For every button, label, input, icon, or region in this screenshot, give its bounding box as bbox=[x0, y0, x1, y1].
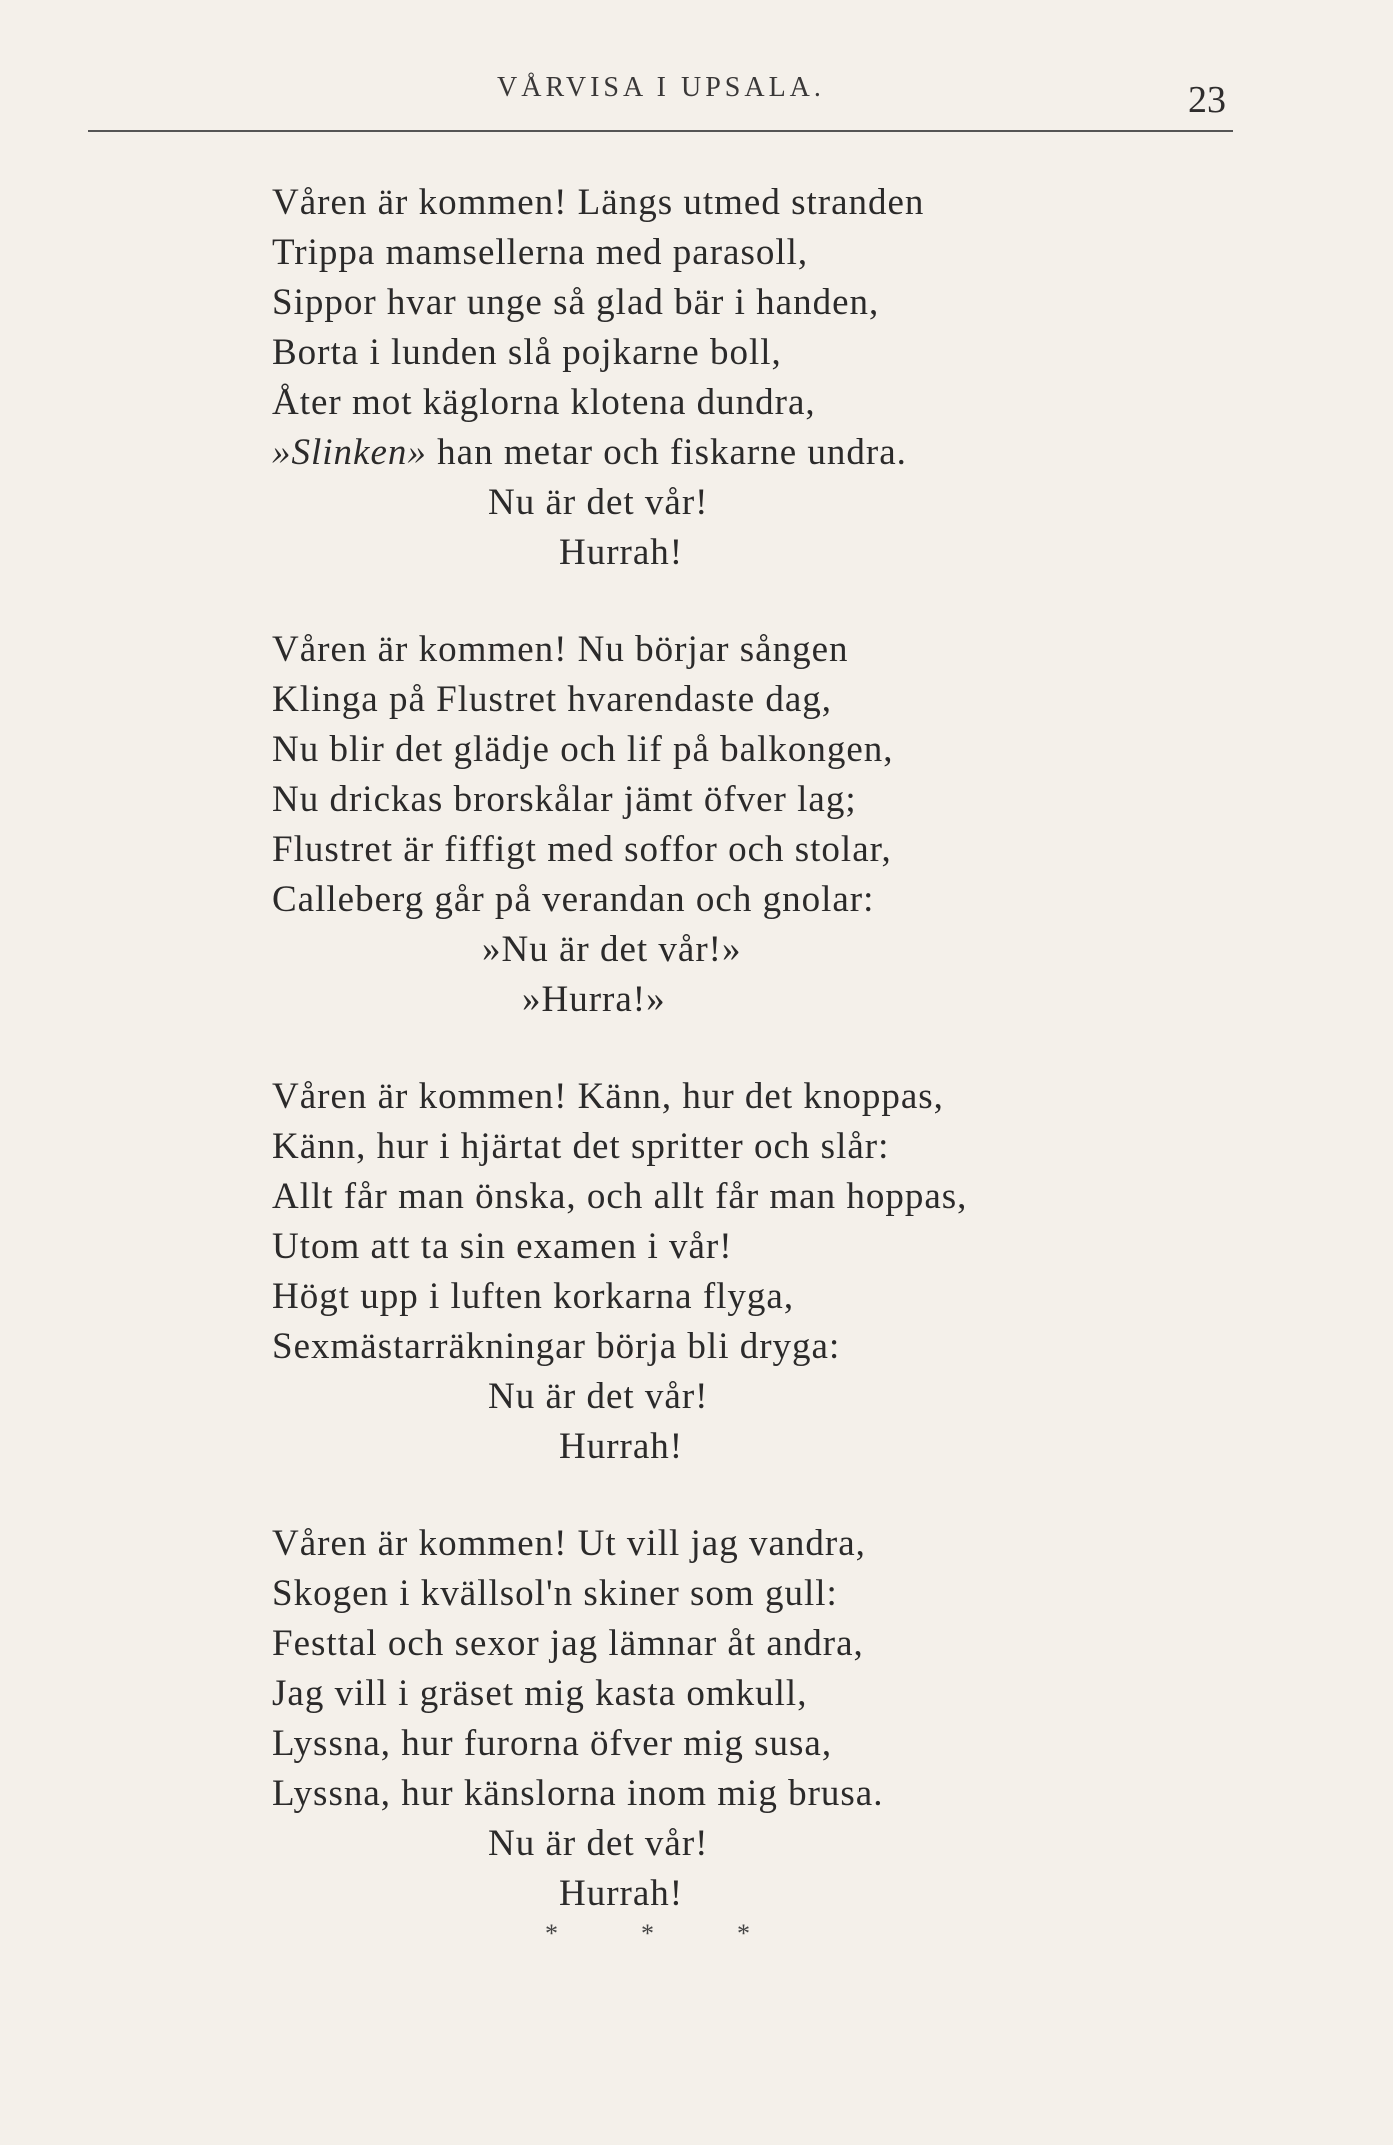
poem-line: Trippa mamsellerna med parasoll, bbox=[272, 232, 809, 273]
asterisk-glyph: * bbox=[641, 1919, 654, 1948]
italic-name: »Slinken» bbox=[272, 432, 427, 473]
poem-line: Sippor hvar unge så glad bär i handen, bbox=[272, 282, 880, 323]
stanza-2 bbox=[272, 625, 1232, 1025]
header-rule bbox=[88, 130, 1233, 132]
poem-line: Festtal och sexor jag lämnar åt andra, bbox=[272, 1623, 864, 1664]
poem-line: Lyssna, hur känslorna inom mig brusa. bbox=[272, 1773, 884, 1814]
poem bbox=[272, 178, 1232, 1949]
poem-line: Lyssna, hur furorna öfver mig susa, bbox=[272, 1723, 833, 1764]
poem-line: Våren är kommen! Längs utmed stranden bbox=[272, 182, 925, 223]
refrain-line-1: Nu är det vår! bbox=[488, 1376, 709, 1417]
poem-line: Flustret är fiffigt med soffor och stolar, bbox=[272, 829, 892, 870]
poem-line: Calleberg går på verandan och gnolar: bbox=[272, 879, 875, 920]
refrain-line-2: Hurrah! bbox=[559, 1873, 684, 1914]
poem-line: Allt får man önska, och allt får man hoppas, bbox=[272, 1176, 968, 1217]
poem-line: Våren är kommen! Känn, hur det knoppas, bbox=[272, 1076, 944, 1117]
poem-line: Högt upp i luften korkarna flyga, bbox=[272, 1276, 795, 1317]
stanza-4 bbox=[272, 1519, 1232, 1919]
stanza-1 bbox=[272, 178, 1232, 578]
refrain-line-2: Hurrah! bbox=[559, 532, 684, 573]
poem-line: Känn, hur i hjärtat det spritter och slår: bbox=[272, 1126, 890, 1167]
refrain-line-2: Hurrah! bbox=[559, 1426, 684, 1467]
poem-line: Utom att ta sin examen i vår! bbox=[272, 1226, 733, 1267]
poem-line-rest: han metar och fiskarne undra. bbox=[426, 432, 907, 473]
poem-line: Klinga på Flustret hvarendaste dag, bbox=[272, 679, 833, 720]
refrain-line-1: Nu är det vår! bbox=[488, 1823, 709, 1864]
poem-line: Nu drickas brorskålar jämt öfver lag; bbox=[272, 779, 857, 820]
asterisk-glyph: * bbox=[737, 1919, 750, 1948]
poem-line: Jag vill i gräset mig kasta omkull, bbox=[272, 1673, 808, 1714]
poem-line: Våren är kommen! Ut vill jag vandra, bbox=[272, 1523, 866, 1564]
refrain-line-2: »Hurra!» bbox=[522, 979, 666, 1020]
running-title: VÅRVISA I UPSALA. bbox=[497, 72, 825, 103]
refrain-line-1: Nu är det vår! bbox=[488, 482, 709, 523]
poem-line: Borta i lunden slå pojkarne boll, bbox=[272, 332, 782, 373]
stanza-3 bbox=[272, 1072, 1232, 1472]
asterism-ornament bbox=[272, 1919, 1232, 1949]
asterisk-glyph: * bbox=[545, 1919, 558, 1948]
poem-line: Nu blir det glädje och lif på balkongen, bbox=[272, 729, 894, 770]
refrain-line-1: »Nu är det vår!» bbox=[482, 929, 742, 970]
poem-line bbox=[272, 428, 1232, 478]
poem-line: Sexmästarräkningar börja bli dryga: bbox=[272, 1326, 841, 1367]
page-number: 23 bbox=[1188, 79, 1226, 121]
poem-line: Åter mot käglorna klotena dundra, bbox=[272, 382, 816, 423]
poem-line: Skogen i kvällsol'n skiner som gull: bbox=[272, 1573, 838, 1614]
poem-line: Våren är kommen! Nu börjar sången bbox=[272, 629, 849, 670]
